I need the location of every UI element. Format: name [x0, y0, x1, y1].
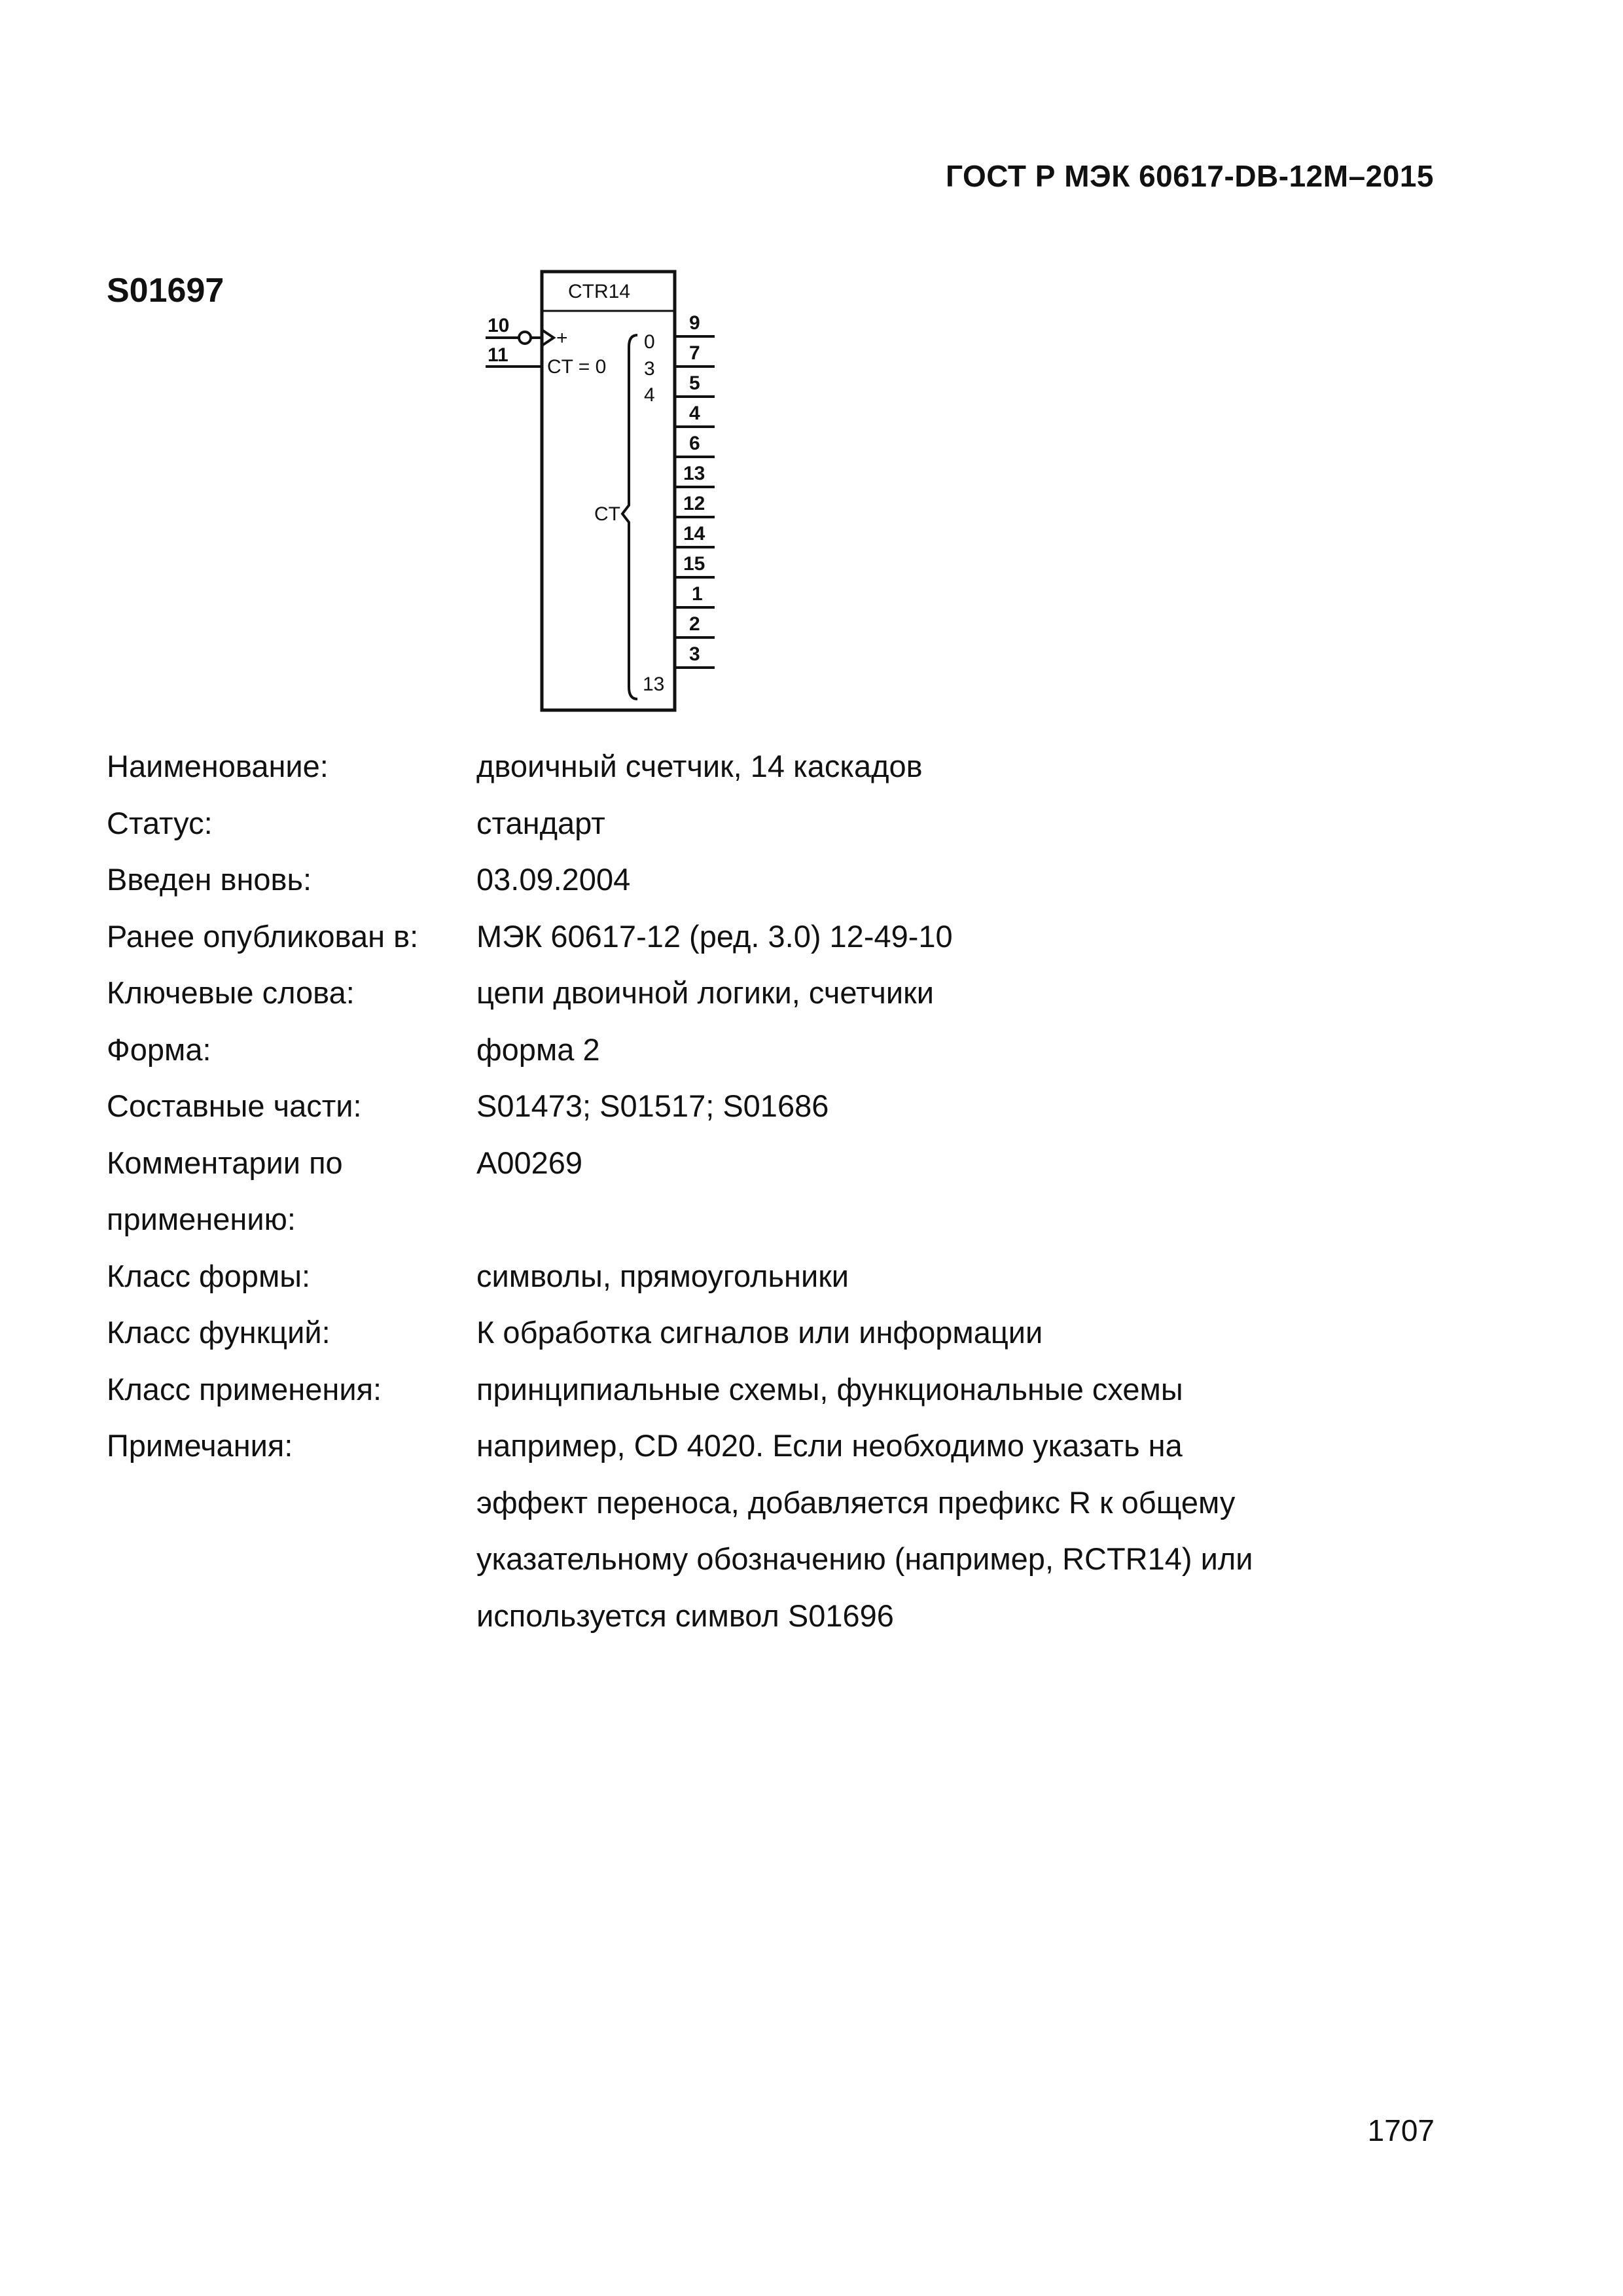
- start-label-2: 4: [644, 384, 655, 406]
- pin-label-input-0: 10: [488, 315, 510, 336]
- negation-circle: [519, 332, 531, 344]
- group-label: CT: [594, 503, 620, 525]
- info-row-application-class: [107, 1361, 1448, 1418]
- field-value: [476, 908, 1448, 965]
- field-label: Примечания:: [107, 1428, 293, 1463]
- field-value-line: S01473; S01517; S01686: [476, 1088, 829, 1123]
- page-number: 1707: [1367, 2113, 1435, 2147]
- symbol-code: S01697: [107, 272, 224, 310]
- symbol-info-table: [107, 738, 1448, 1644]
- dynamic-input-indicator: [542, 330, 554, 346]
- pin-label-input-1: 11: [488, 344, 508, 366]
- field-value-line: стандарт: [476, 805, 605, 840]
- info-row-keywords: [107, 965, 1448, 1022]
- output-pins: [675, 312, 715, 668]
- field-label: Статус:: [107, 805, 213, 840]
- output-pin-label: 1: [692, 583, 703, 605]
- symbol-title: CTR14: [568, 281, 631, 302]
- field-value-line: например, CD 4020. Если необходимо указать на: [476, 1428, 1183, 1463]
- field-value-line: указательному обозначению (например, RCTR14) или: [476, 1541, 1253, 1576]
- info-row-form: [107, 1022, 1448, 1079]
- info-row-function-class: [107, 1304, 1448, 1361]
- field-value-line: эффект переноса, добавляется префикс R к общему: [476, 1484, 1236, 1520]
- field-value: [476, 795, 1448, 852]
- field-value-line: A00269: [476, 1145, 583, 1180]
- field-value-line: символы, прямоугольники: [476, 1258, 849, 1293]
- info-row-notes: [107, 1418, 1448, 1644]
- start-label-0: 0: [644, 331, 655, 353]
- counter-symbol-svg: [471, 262, 733, 720]
- counter-diagram: [471, 262, 733, 720]
- field-value: [476, 852, 1448, 908]
- input-label-0: +: [556, 327, 568, 349]
- field-value: [476, 1135, 1448, 1248]
- field-label: Наименование:: [107, 749, 329, 783]
- output-pin-label: 2: [689, 613, 700, 635]
- field-value: [476, 1022, 1448, 1079]
- info-row-name: [107, 738, 1448, 795]
- field-value-line: цепи двоичной логики, счетчики: [476, 975, 934, 1010]
- info-row-published: [107, 908, 1448, 965]
- field-value: [476, 1361, 1448, 1418]
- field-label: Ключевые слова:: [107, 975, 355, 1010]
- field-label: Класс применения:: [107, 1371, 382, 1407]
- output-pin-label: 5: [689, 372, 700, 394]
- field-value-line: форма 2: [476, 1031, 600, 1067]
- field-label: Форма:: [107, 1031, 211, 1067]
- field-value: [476, 738, 1448, 795]
- field-value: [476, 1418, 1448, 1644]
- output-pin-label: 3: [689, 643, 700, 665]
- field-value: [476, 1248, 1448, 1305]
- output-pin-label: 9: [689, 312, 700, 334]
- field-value-line: принципиальные схемы, функциональные схемы: [476, 1371, 1183, 1407]
- field-value: [476, 965, 1448, 1022]
- input-label-1: CT = 0: [547, 356, 607, 378]
- info-row-comments: [107, 1135, 1448, 1248]
- output-pin-label: 12: [683, 493, 705, 514]
- output-pin-label: 7: [689, 342, 700, 364]
- group-brace: [622, 335, 637, 699]
- field-value-line: МЭК 60617-12 (ред. 3.0) 12-49-10: [476, 918, 953, 954]
- field-label: Комментарии по применению:: [107, 1145, 343, 1236]
- field-value: [476, 1078, 1448, 1135]
- field-label: Ранее опубликован в:: [107, 918, 419, 954]
- field-label: Класс формы:: [107, 1258, 311, 1293]
- field-value-line: используется символ S01696: [476, 1598, 894, 1633]
- output-pin-label: 15: [683, 553, 705, 575]
- info-row-introduced: [107, 852, 1448, 908]
- info-row-status: [107, 795, 1448, 852]
- end-label: 13: [643, 673, 665, 695]
- output-pin-label: 13: [683, 463, 705, 484]
- field-value-line: двоичный счетчик, 14 каскадов: [476, 749, 923, 783]
- field-value-line: К обработка сигналов или информации: [476, 1315, 1043, 1350]
- document-header: ГОСТ Р МЭК 60617-DB-12M–2015: [946, 159, 1434, 193]
- field-value-line: 03.09.2004: [476, 862, 631, 897]
- field-label: Составные части:: [107, 1088, 362, 1123]
- start-label-1: 3: [644, 358, 655, 380]
- info-row-form-class: [107, 1248, 1448, 1305]
- output-pin-label: 6: [689, 433, 700, 454]
- field-value: [476, 1304, 1448, 1361]
- info-row-components: [107, 1078, 1448, 1135]
- field-label: Введен вновь:: [107, 862, 312, 897]
- output-pin-label: 4: [689, 403, 700, 424]
- field-label: Класс функций:: [107, 1315, 330, 1350]
- output-pin-label: 14: [683, 523, 705, 545]
